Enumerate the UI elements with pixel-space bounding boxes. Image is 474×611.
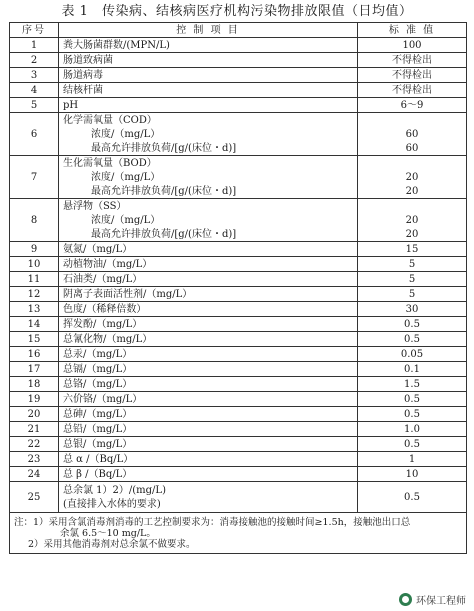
row-item: 总 α /（Bq/L）: [59, 452, 358, 467]
row-value: 30: [358, 302, 467, 317]
row-value: 1.5: [358, 377, 467, 392]
table-row: [10, 242, 467, 257]
logo-icon: [399, 593, 412, 606]
row-no: 16: [10, 347, 59, 362]
row-item: 化学需氧量（COD）: [63, 114, 157, 126]
row-no: 22: [10, 437, 59, 452]
table-row: [10, 98, 467, 113]
row-no: 2: [10, 53, 59, 68]
row-subitem: 浓度/（mg/L）: [91, 128, 161, 140]
row-item: 肠道病毒: [59, 68, 358, 83]
row-item: 肠道致病菌: [59, 53, 358, 68]
table-row: [10, 317, 467, 332]
row-item: 总余氯 1）2）/(mg/L): [63, 484, 166, 496]
table-row: [10, 407, 467, 422]
row-subitem: 浓度/（mg/L）: [91, 171, 161, 183]
table-row: [10, 68, 467, 83]
table-row: [10, 392, 467, 407]
note-2: 2）采用其他消毒剂对总余氯不做要求。: [28, 538, 196, 550]
row-item: 总铬/（mg/L）: [59, 377, 358, 392]
row-value: 0.05: [358, 347, 467, 362]
row-no: 4: [10, 83, 59, 98]
row-item-note: (直接排入水体的要求): [63, 498, 161, 510]
row-value: 20: [405, 214, 419, 226]
row-item: 结核杆菌: [59, 83, 358, 98]
row-subitem: 浓度/（mg/L）: [91, 214, 161, 226]
row-value: 60: [405, 128, 419, 140]
row-item: pH: [59, 98, 358, 113]
row-no: 7: [10, 156, 59, 199]
row-value: 0.1: [358, 362, 467, 377]
note-1-cont: 余氯 6.5～10 mg/L。: [60, 527, 156, 539]
table-row: [10, 452, 467, 467]
notes-row: [10, 513, 467, 554]
row-item: 色度/（稀释倍数）: [59, 302, 358, 317]
table-row: [10, 199, 467, 242]
row-no: 10: [10, 257, 59, 272]
row-no: 12: [10, 287, 59, 302]
row-no: 11: [10, 272, 59, 287]
row-item: 总铅/（mg/L）: [59, 422, 358, 437]
pollutant-limits-table: [9, 22, 467, 554]
row-no: 20: [10, 407, 59, 422]
header-item: 控 制 项 目: [59, 23, 358, 38]
table-row: [10, 467, 467, 482]
row-value: 不得检出: [358, 53, 467, 68]
table-row: [10, 257, 467, 272]
table-row: [10, 332, 467, 347]
row-subitem: 最高允许排放负荷/[g/(床位・d)]: [91, 228, 237, 240]
row-item: 生化需氧量（BOD）: [63, 157, 157, 169]
row-value: 不得检出: [358, 83, 467, 98]
table-row: [10, 377, 467, 392]
row-value: 0.5: [358, 392, 467, 407]
table-row: [10, 422, 467, 437]
row-value: 100: [358, 38, 467, 53]
row-item: 氨氮/（mg/L）: [59, 242, 358, 257]
row-value: 15: [358, 242, 467, 257]
row-item: 总银/（mg/L）: [59, 437, 358, 452]
row-value: 60: [405, 142, 419, 154]
watermark-logo: [397, 591, 468, 607]
row-no: 13: [10, 302, 59, 317]
row-item: 总氰化物/（mg/L）: [59, 332, 358, 347]
row-no: 23: [10, 452, 59, 467]
row-no: 14: [10, 317, 59, 332]
row-no: 9: [10, 242, 59, 257]
table-row: [10, 113, 467, 156]
table-row: [10, 362, 467, 377]
row-item: 悬浮物（SS）: [63, 200, 127, 212]
row-item: 粪大肠菌群数/(MPN/L): [59, 38, 358, 53]
table-row: [10, 272, 467, 287]
table-row: [10, 302, 467, 317]
row-no: 15: [10, 332, 59, 347]
table-row: [10, 38, 467, 53]
row-value: 20: [405, 185, 419, 197]
row-no: 24: [10, 467, 59, 482]
table-header-row: [10, 23, 467, 38]
row-item: 六价铬/（mg/L）: [59, 392, 358, 407]
row-item: 挥发酚/（mg/L）: [59, 317, 358, 332]
header-value: 标 准 值: [358, 23, 467, 38]
row-value: 0.5: [358, 317, 467, 332]
table-row: [10, 437, 467, 452]
row-no: 8: [10, 199, 59, 242]
watermark-text: 环保工程师: [416, 595, 466, 607]
row-no: 25: [10, 482, 59, 513]
row-item: 总 β /（Bq/L）: [59, 467, 358, 482]
row-no: 19: [10, 392, 59, 407]
row-item: 总镉/（mg/L）: [59, 362, 358, 377]
row-value: 1: [358, 452, 467, 467]
row-no: 21: [10, 422, 59, 437]
row-no: 18: [10, 377, 59, 392]
row-value: 0.5: [358, 332, 467, 347]
row-item: 动植物油/（mg/L）: [59, 257, 358, 272]
row-subitem: 最高允许排放负荷/[g/(床位・d)]: [91, 142, 237, 154]
table-row: [10, 347, 467, 362]
row-value: 0.5: [358, 482, 467, 513]
table-row: [10, 287, 467, 302]
row-value: 20: [405, 171, 419, 183]
header-no: 序号: [10, 23, 59, 38]
row-value: 5: [358, 272, 467, 287]
row-no: 5: [10, 98, 59, 113]
row-item: 总砷/（mg/L）: [59, 407, 358, 422]
table-row: [10, 53, 467, 68]
table-title: 表 1 传染病、结核病医疗机构污染物排放限值（日均值）: [61, 4, 413, 19]
row-value: 不得检出: [358, 68, 467, 83]
row-value: 1.0: [358, 422, 467, 437]
row-item: 阴离子表面活性剂/（mg/L）: [59, 287, 358, 302]
row-value: 20: [405, 228, 419, 240]
row-no: 1: [10, 38, 59, 53]
table-row: [10, 156, 467, 199]
row-item: 石油类/（mg/L）: [59, 272, 358, 287]
row-value: 6～9: [358, 98, 467, 113]
row-no: 3: [10, 68, 59, 83]
row-value: 0.5: [358, 407, 467, 422]
row-value: 5: [358, 257, 467, 272]
row-no: 6: [10, 113, 59, 156]
note-1: 注：1）采用含氯消毒剂消毒的工艺控制要求为：消毒接触池的接触时间≥1.5h，接触池出口总: [14, 516, 411, 528]
row-value: 0.5: [358, 437, 467, 452]
row-value: 5: [358, 287, 467, 302]
row-item: 总汞/（mg/L）: [59, 347, 358, 362]
table-row: [10, 482, 467, 513]
table-row: [10, 83, 467, 98]
row-no: 17: [10, 362, 59, 377]
row-subitem: 最高允许排放负荷/[g/(床位・d)]: [91, 185, 237, 197]
row-value: 10: [358, 467, 467, 482]
